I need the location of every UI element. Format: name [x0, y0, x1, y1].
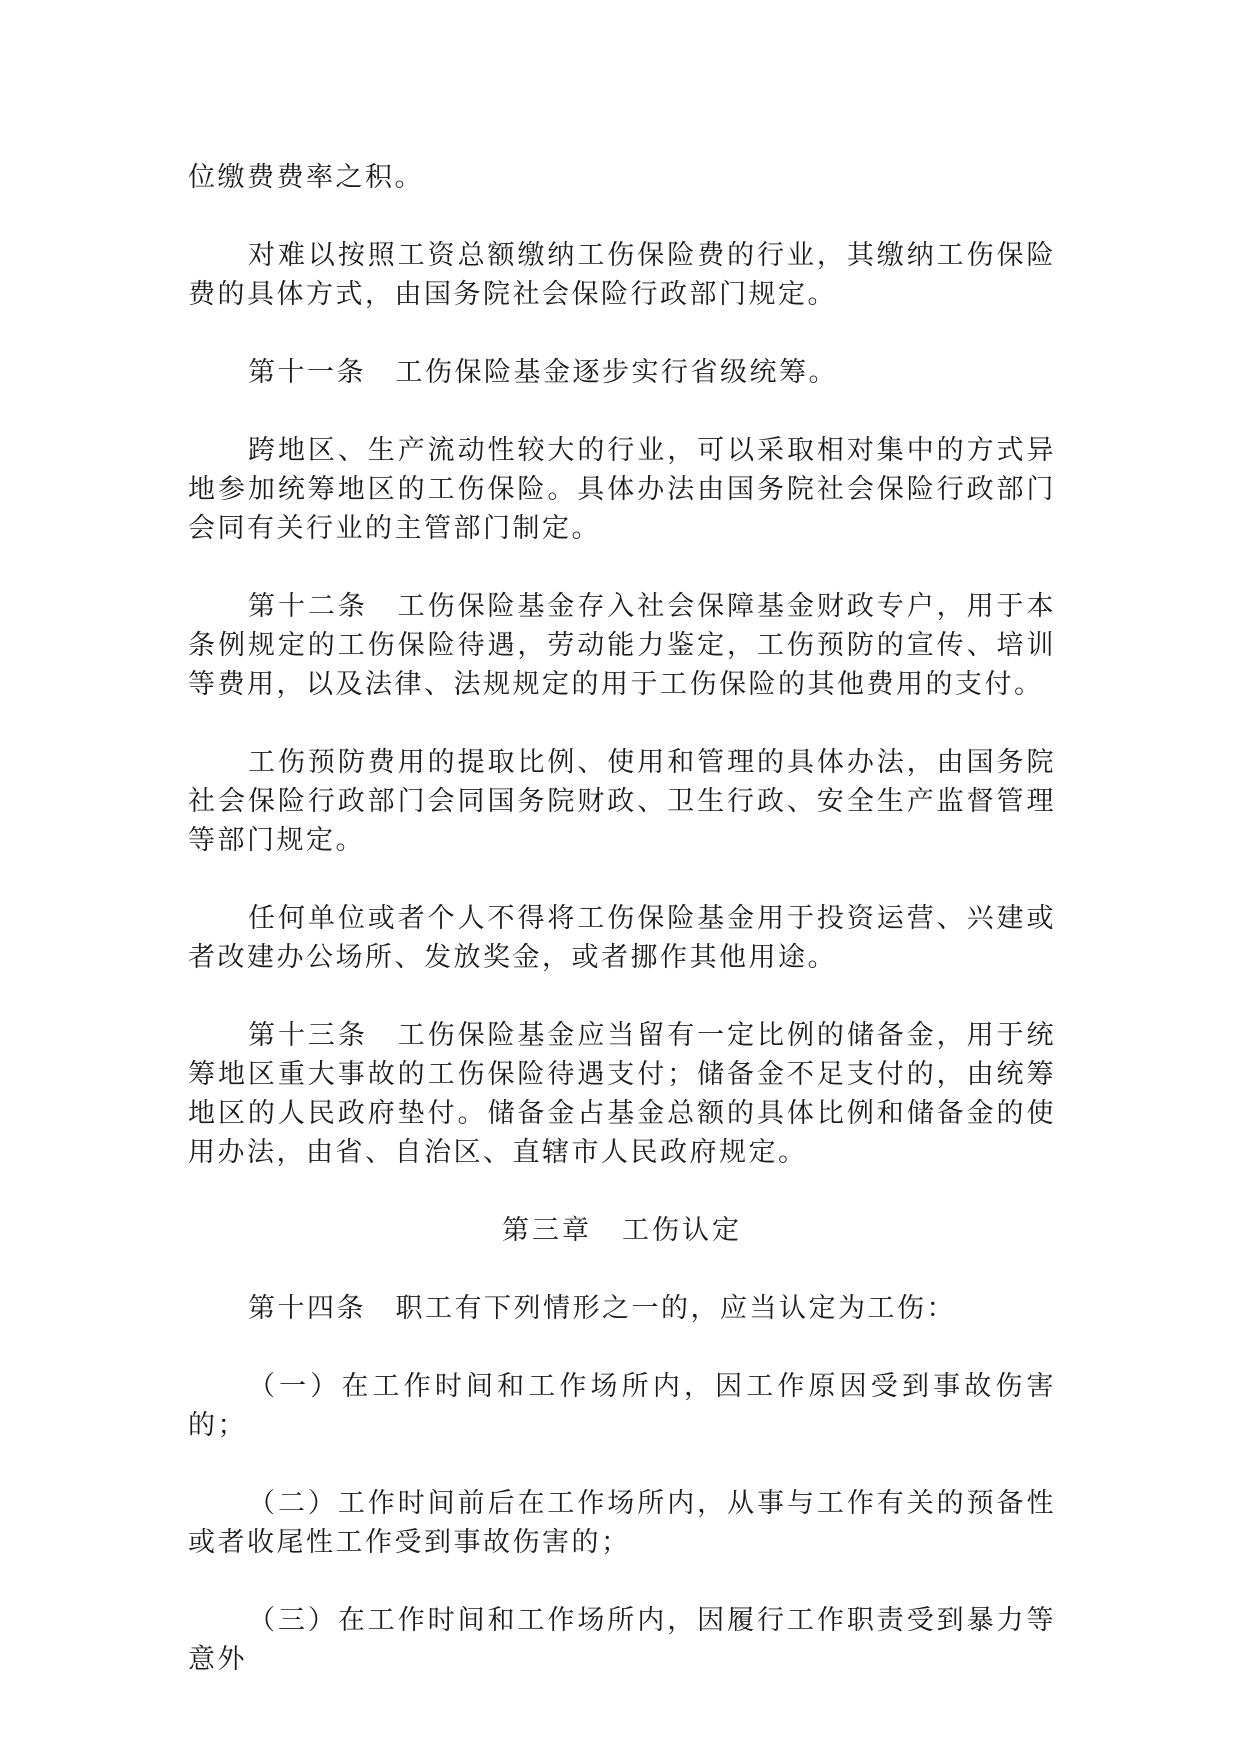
paragraph: 跨地区、生产流动性较大的行业，可以采取相对集中的方式异地参加统筹地区的工伤保险。具体办法由国务院社会保险行政部门会同有关行业的主管部门制定。 [188, 435, 1056, 544]
list-item: （一）在工作时间和工作场所内，因工作原因受到事故伤害的； [188, 1371, 1056, 1441]
paragraph: 位缴费费率之积。 [188, 162, 424, 193]
chapter-title: 第三章 工伤认定 [502, 1215, 742, 1246]
paragraph: 任何单位或者个人不得将工伤保险基金用于投资运营、兴建或者改建办公场所、发放奖金，或者挪作其他用途。 [188, 903, 1056, 973]
article-heading-paragraph: 第十二条 工伤保险基金存入社会保障基金财政专户，用于本条例规定的工伤保险待遇，劳动能力鉴定，工伤预防的宣传、培训等费用，以及法律、法规规定的用于工伤保险的其他费用的支付。 [188, 591, 1056, 700]
document-body [188, 158, 1056, 1718]
paragraph: 工伤预防费用的提取比例、使用和管理的具体办法，由国务院社会保险行政部门会同国务院财政、卫生行政、安全生产监督管理等部门规定。 [188, 747, 1056, 856]
list-item: （二）工作时间前后在工作场所内，从事与工作有关的预备性或者收尾性工作受到事故伤害的； [188, 1488, 1056, 1558]
paragraph: 对难以按照工资总额缴纳工伤保险费的行业，其缴纳工伤保险费的具体方式，由国务院社会保险行政部门规定。 [188, 240, 1056, 310]
article-heading-paragraph: 第十一条 工伤保险基金逐步实行省级统筹。 [248, 357, 838, 388]
list-item: （三）在工作时间和工作场所内，因履行工作职责受到暴力等意外 [188, 1605, 1056, 1675]
article-heading-paragraph: 第十三条 工伤保险基金应当留有一定比例的储备金，用于统筹地区重大事故的工伤保险待遇支付；储备金不足支付的，由统筹地区的人民政府垫付。储备金占基金总额的具体比例和储备金的使用办法，由省、自治区、直辖市人民政府规定。 [188, 1020, 1056, 1168]
article-heading-paragraph: 第十四条 职工有下列情形之一的，应当认定为工伤： [248, 1293, 956, 1324]
